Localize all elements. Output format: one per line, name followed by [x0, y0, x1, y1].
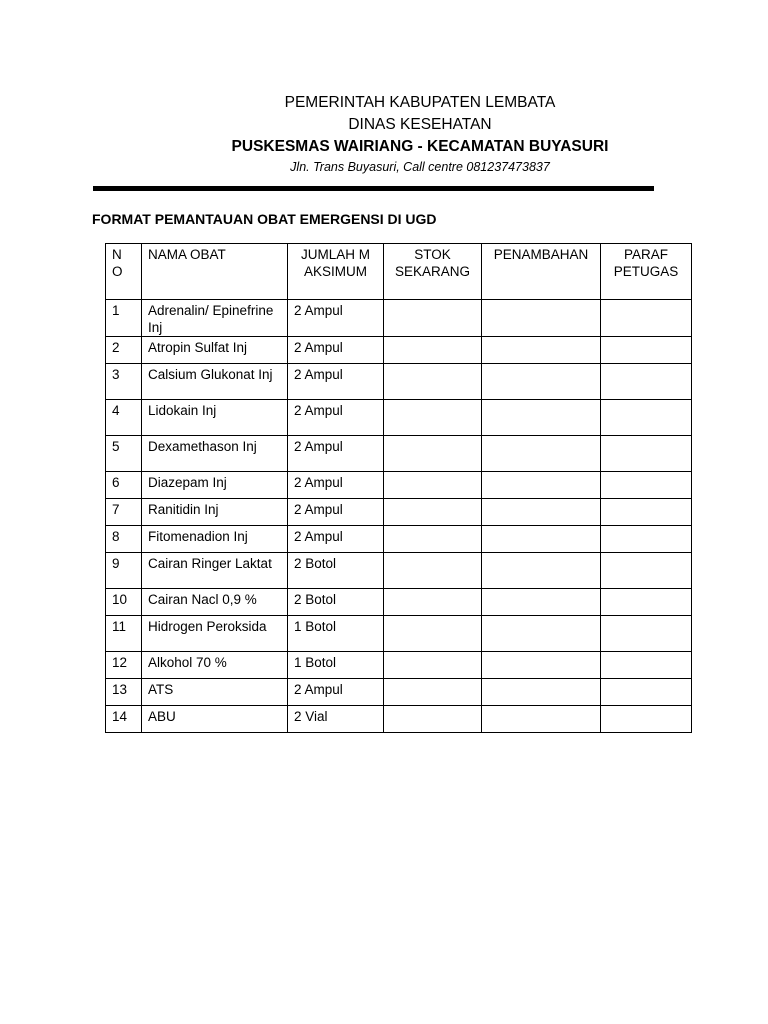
table-row	[106, 679, 692, 706]
row-number: 1	[106, 300, 142, 337]
table-body	[106, 300, 692, 733]
addition-cell[interactable]	[482, 472, 601, 499]
medicine-name: Ranitidin Inj	[142, 499, 288, 526]
column-header-max: JUMLAH MAKSIMUM	[288, 244, 384, 300]
row-number: 12	[106, 652, 142, 679]
signature-cell[interactable]	[601, 300, 692, 337]
signature-cell[interactable]	[601, 364, 692, 400]
max-quantity: 2 Ampul	[288, 526, 384, 553]
max-quantity: 2 Ampul	[288, 499, 384, 526]
table-row	[106, 553, 692, 589]
addition-cell[interactable]	[482, 436, 601, 472]
current-stock-cell[interactable]	[384, 499, 482, 526]
signature-cell[interactable]	[601, 526, 692, 553]
medicine-name: ABU	[142, 706, 288, 733]
letterhead-address: Jln. Trans Buyasuri, Call centre 081237473837	[290, 160, 550, 174]
row-number: 7	[106, 499, 142, 526]
letterhead	[0, 92, 768, 176]
max-quantity: 2 Ampul	[288, 364, 384, 400]
row-number: 10	[106, 589, 142, 616]
current-stock-cell[interactable]	[384, 652, 482, 679]
signature-cell[interactable]	[601, 679, 692, 706]
column-header-no: NO	[106, 244, 142, 300]
row-number: 8	[106, 526, 142, 553]
current-stock-cell[interactable]	[384, 364, 482, 400]
row-number: 14	[106, 706, 142, 733]
medicine-name: Lidokain Inj	[142, 400, 288, 436]
row-number: 3	[106, 364, 142, 400]
row-number: 9	[106, 553, 142, 589]
form-title: FORMAT PEMANTAUAN OBAT EMERGENSI DI UGD	[92, 211, 437, 227]
table-row	[106, 616, 692, 652]
signature-cell[interactable]	[601, 706, 692, 733]
current-stock-cell[interactable]	[384, 679, 482, 706]
table-header-row	[106, 244, 692, 300]
header-divider	[93, 186, 654, 191]
max-quantity: 1 Botol	[288, 652, 384, 679]
letterhead-agency: DINAS KESEHATAN	[348, 116, 492, 133]
current-stock-cell[interactable]	[384, 526, 482, 553]
letterhead-clinic: PUSKESMAS WAIRIANG - KECAMATAN BUYASURI	[231, 138, 609, 155]
addition-cell[interactable]	[482, 364, 601, 400]
addition-cell[interactable]	[482, 300, 601, 337]
table-row	[106, 526, 692, 553]
signature-cell[interactable]	[601, 472, 692, 499]
addition-cell[interactable]	[482, 499, 601, 526]
current-stock-cell[interactable]	[384, 472, 482, 499]
row-number: 6	[106, 472, 142, 499]
medicine-name: Alkohol 70 %	[142, 652, 288, 679]
row-number: 2	[106, 337, 142, 364]
column-header-name: NAMA OBAT	[142, 244, 288, 300]
column-header-addition: PENAMBAHAN	[482, 244, 601, 300]
medicine-name: Diazepam Inj	[142, 472, 288, 499]
table-row	[106, 589, 692, 616]
row-number: 5	[106, 436, 142, 472]
max-quantity: 2 Ampul	[288, 436, 384, 472]
medicine-name: Adrenalin/ Epinefrine Inj	[142, 300, 288, 337]
addition-cell[interactable]	[482, 679, 601, 706]
emergency-medicine-table	[105, 243, 692, 733]
addition-cell[interactable]	[482, 616, 601, 652]
table-row	[106, 652, 692, 679]
table-row	[106, 706, 692, 733]
current-stock-cell[interactable]	[384, 553, 482, 589]
table-row	[106, 337, 692, 364]
table-row	[106, 300, 692, 337]
addition-cell[interactable]	[482, 400, 601, 436]
current-stock-cell[interactable]	[384, 616, 482, 652]
medicine-name: ATS	[142, 679, 288, 706]
medicine-name: Hidrogen Peroksida	[142, 616, 288, 652]
medicine-name: Fitomenadion Inj	[142, 526, 288, 553]
signature-cell[interactable]	[601, 652, 692, 679]
medicine-name: Atropin Sulfat Inj	[142, 337, 288, 364]
table-row	[106, 436, 692, 472]
addition-cell[interactable]	[482, 526, 601, 553]
signature-cell[interactable]	[601, 589, 692, 616]
current-stock-cell[interactable]	[384, 436, 482, 472]
medicine-name: Dexamethason Inj	[142, 436, 288, 472]
max-quantity: 1 Botol	[288, 616, 384, 652]
current-stock-cell[interactable]	[384, 400, 482, 436]
current-stock-cell[interactable]	[384, 337, 482, 364]
max-quantity: 2 Botol	[288, 553, 384, 589]
addition-cell[interactable]	[482, 652, 601, 679]
column-header-signature: PARAF PETUGAS	[601, 244, 692, 300]
addition-cell[interactable]	[482, 337, 601, 364]
addition-cell[interactable]	[482, 589, 601, 616]
signature-cell[interactable]	[601, 553, 692, 589]
max-quantity: 2 Vial	[288, 706, 384, 733]
max-quantity: 2 Ampul	[288, 300, 384, 337]
max-quantity: 2 Botol	[288, 589, 384, 616]
addition-cell[interactable]	[482, 553, 601, 589]
addition-cell[interactable]	[482, 706, 601, 733]
letterhead-government: PEMERINTAH KABUPATEN LEMBATA	[284, 94, 556, 111]
signature-cell[interactable]	[601, 499, 692, 526]
signature-cell[interactable]	[601, 337, 692, 364]
current-stock-cell[interactable]	[384, 300, 482, 337]
max-quantity: 2 Ampul	[288, 400, 384, 436]
max-quantity: 2 Ampul	[288, 472, 384, 499]
table-row	[106, 472, 692, 499]
signature-cell[interactable]	[601, 436, 692, 472]
max-quantity: 2 Ampul	[288, 337, 384, 364]
signature-cell[interactable]	[601, 616, 692, 652]
table-row	[106, 499, 692, 526]
table-row	[106, 400, 692, 436]
medicine-name: Cairan Nacl 0,9 %	[142, 589, 288, 616]
row-number: 11	[106, 616, 142, 652]
column-header-stock: STOK SEKARANG	[384, 244, 482, 300]
table-row	[106, 364, 692, 400]
row-number: 4	[106, 400, 142, 436]
signature-cell[interactable]	[601, 400, 692, 436]
row-number: 13	[106, 679, 142, 706]
current-stock-cell[interactable]	[384, 589, 482, 616]
medicine-name: Cairan Ringer Laktat	[142, 553, 288, 589]
current-stock-cell[interactable]	[384, 706, 482, 733]
max-quantity: 2 Ampul	[288, 679, 384, 706]
medicine-name: Calsium Glukonat Inj	[142, 364, 288, 400]
